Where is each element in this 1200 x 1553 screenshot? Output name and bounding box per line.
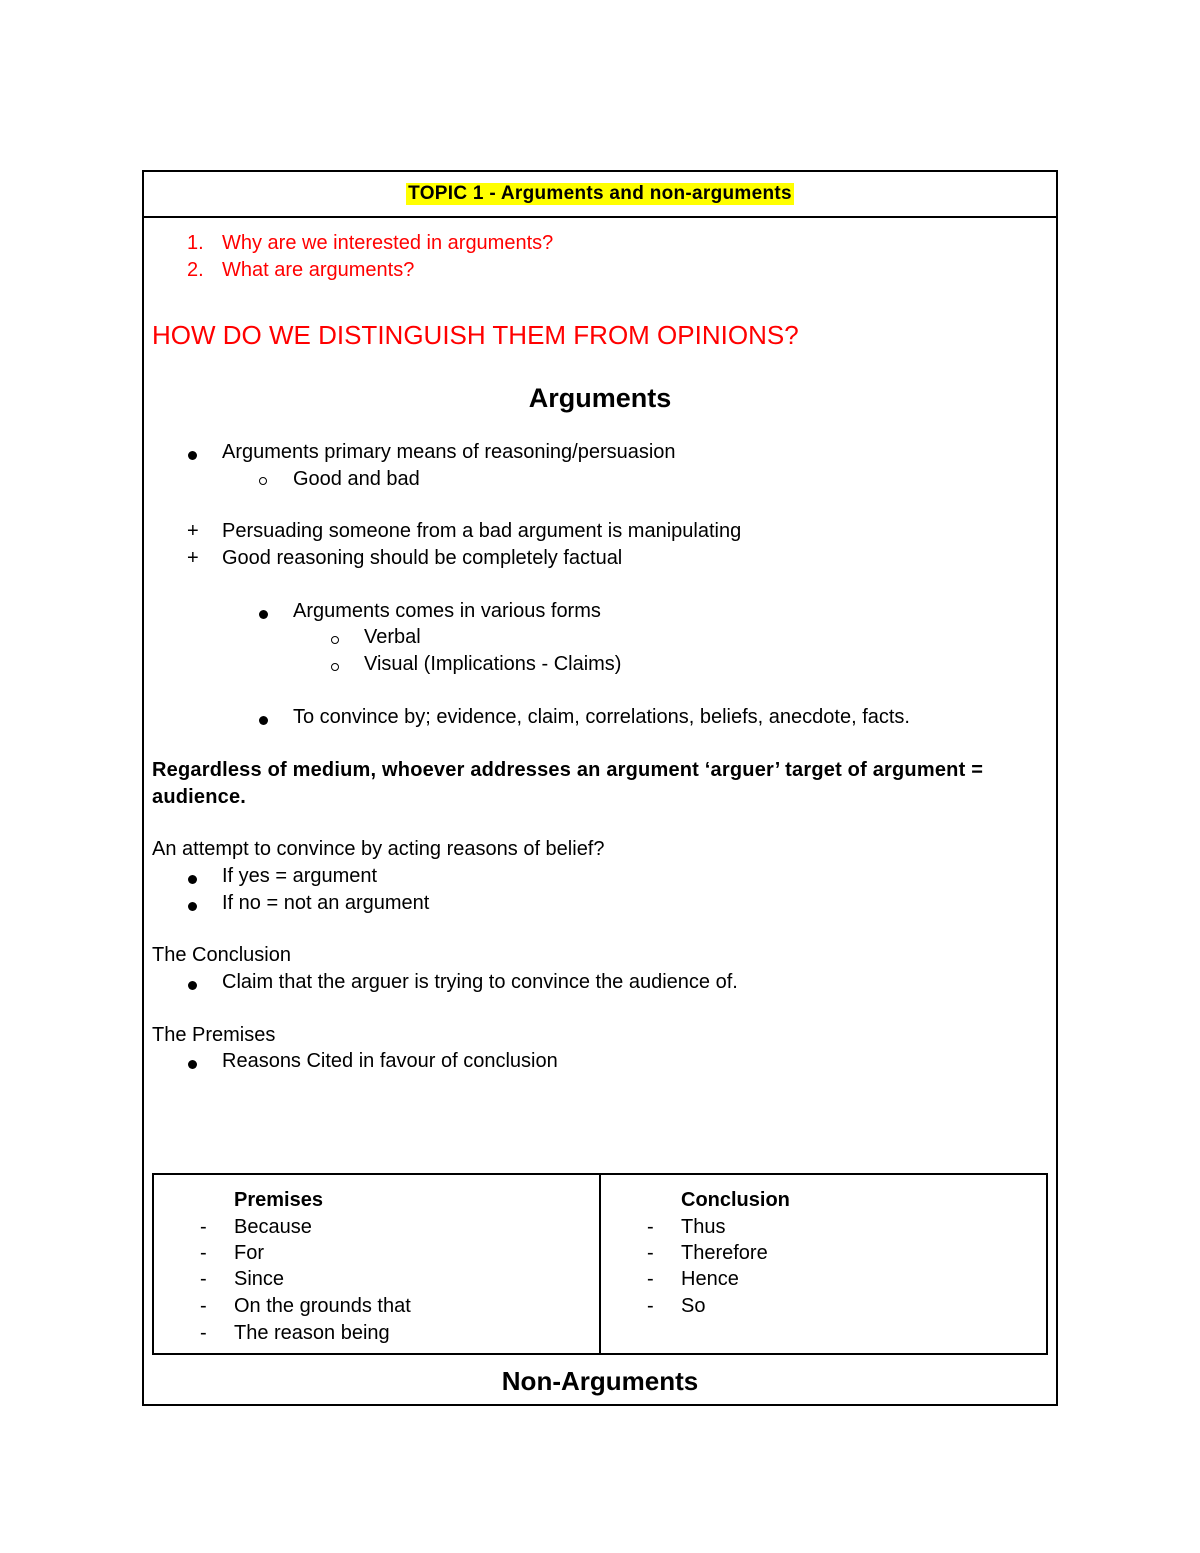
regardless-line-2: audience. [152,786,247,808]
dash-marker: - [200,1295,207,1317]
bullet-icon [188,1060,197,1069]
regardless-line-1: Regardless of medium, whoever addresses an argument ‘arguer’ target of argument = [152,759,984,781]
conclusion-word: Therefore [681,1242,768,1264]
premises-column [154,1175,599,1353]
attempt-text: An attempt to convince by acting reasons of belief? [152,838,605,860]
conclusion-header: Conclusion [681,1189,790,1211]
dash-marker: - [647,1295,654,1317]
plus-item-text: Good reasoning should be completely factual [222,547,623,569]
dash-marker: - [200,1216,207,1238]
forms-bullet-text: Arguments comes in various forms [293,600,601,622]
question-text: What are arguments? [222,259,415,281]
premises-item: Reasons Cited in favour of conclusion [222,1050,558,1072]
conclusion-word: So [681,1295,706,1317]
premises-word: On the grounds that [234,1295,411,1317]
conclusion-word: Hence [681,1268,739,1290]
bullet-icon [259,716,268,725]
distinguish-heading: HOW DO WE DISTINGUISH THEM FROM OPINIONS? [152,320,799,350]
bullet-icon [259,610,268,619]
convince-bullet-text: To convince by; evidence, claim, correlations, beliefs, anecdote, facts. [293,706,910,728]
topic-title: TOPIC 1 - Arguments and non-arguments [408,183,792,204]
conclusion-column [599,1175,1046,1353]
forms-sub-text: Visual (Implications - Claims) [364,653,622,675]
dash-marker: - [647,1242,654,1264]
conclusion-label: The Conclusion [152,944,291,966]
circle-bullet-icon [259,477,267,485]
plus-item-text: Persuading someone from a bad argument is manipulating [222,520,742,542]
bullet-text-primary: Arguments primary means of reasoning/persuasion [222,441,676,463]
plus-icon: + [187,520,199,542]
circle-bullet-icon [331,663,339,671]
premises-word: The reason being [234,1322,390,1344]
conclusion-word: Thus [681,1216,726,1238]
premises-header: Premises [234,1189,323,1211]
attempt-item: If yes = argument [222,865,378,887]
arguments-heading: Arguments [528,383,672,413]
bullet-icon [188,875,197,884]
sub-bullet-text: Good and bad [293,468,420,490]
circle-bullet-icon [331,636,339,644]
document-frame [142,170,1058,1406]
premises-word: For [234,1242,264,1264]
dash-marker: - [647,1268,654,1290]
dash-marker: - [200,1242,207,1264]
question-number: 2. [187,259,204,281]
conclusion-item: Claim that the arguer is trying to convince the audience of. [222,971,738,993]
forms-sub-text: Verbal [364,626,421,648]
dash-marker: - [200,1322,207,1344]
topic-header-row [144,172,1056,218]
premises-word: Because [234,1216,312,1238]
premises-word: Since [234,1268,285,1290]
dash-marker: - [647,1216,654,1238]
bullet-icon [188,902,197,911]
premises-label: The Premises [152,1024,276,1046]
question-number: 1. [187,232,204,254]
indicator-words-table [152,1173,1048,1355]
question-text: Why are we interested in arguments? [222,232,554,254]
bullet-icon [188,451,197,460]
non-arguments-heading: Non-Arguments [501,1366,699,1396]
plus-icon: + [187,547,199,569]
attempt-item: If no = not an argument [222,892,430,914]
dash-marker: - [200,1268,207,1290]
bullet-icon [188,981,197,990]
